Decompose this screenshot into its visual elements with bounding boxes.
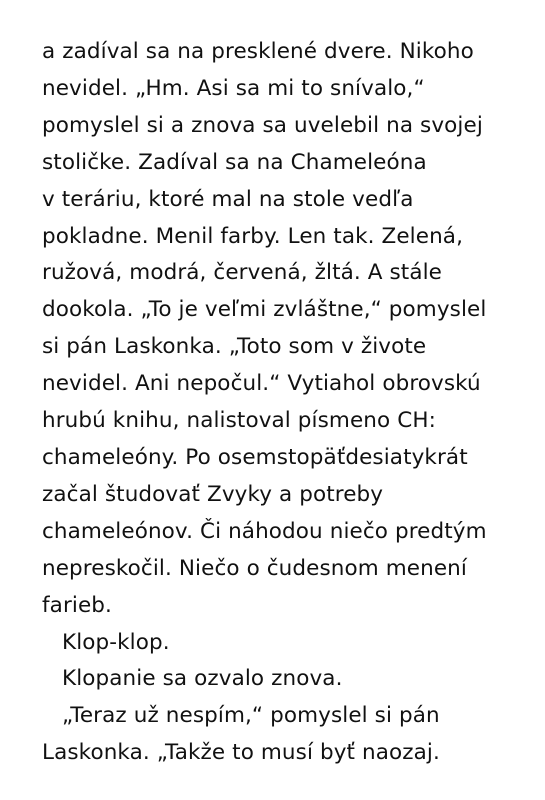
text-line-20: Laskonka. „Takže to musí byť naozaj. <box>42 740 440 766</box>
text-line-2: nevidel. „Hm. Asi sa mi to snívalo,“ <box>42 75 425 101</box>
text-line-11: hrubú knihu, nalistoval písmeno CH: <box>42 408 436 434</box>
text-line-6: pokladne. Menil farby. Len tak. Zelená, <box>42 223 464 249</box>
text-line-1: a zadíval sa na presklené dvere. Nikoho <box>42 39 474 64</box>
text-line-18: Klopanie sa ozvalo znova. <box>62 666 343 692</box>
text-line-17: Klop-klop. <box>62 629 170 655</box>
text-line-12: chameleóny. Po osemstopäťdesiatykrát <box>42 444 468 470</box>
text-line-19: „Teraz už nespím,“ pomyslel si pán <box>62 703 440 729</box>
text-line-7: ružová, modrá, červená, žltá. A stále <box>42 260 442 286</box>
text-line-9: si pán Laskonka. „Toto som v živote <box>42 334 427 360</box>
text-line-3: pomyslel si a znova sa uvelebil na svojej <box>42 112 483 138</box>
text-line-10: nevidel. Ani nepočul.“ Vytiahol obrovskú <box>42 371 481 397</box>
text-line-4: stoličke. Zadíval sa na Chameleóna <box>42 149 427 175</box>
page-text <box>42 34 522 772</box>
text-line-5: v teráriu, ktoré mal na stole vedľa <box>42 186 414 212</box>
text-line-8: dookola. „To je veľmi zvláštne,“ pomyslel <box>42 297 487 323</box>
text-line-14: chameleónov. Či náhodou niečo predtým <box>42 518 487 544</box>
text-line-15: nepreskočil. Niečo o čudesnom menení <box>42 555 467 581</box>
text-line-16: farieb. <box>42 592 112 618</box>
text-line-13: začal študovať Zvyky a potreby <box>42 481 384 507</box>
